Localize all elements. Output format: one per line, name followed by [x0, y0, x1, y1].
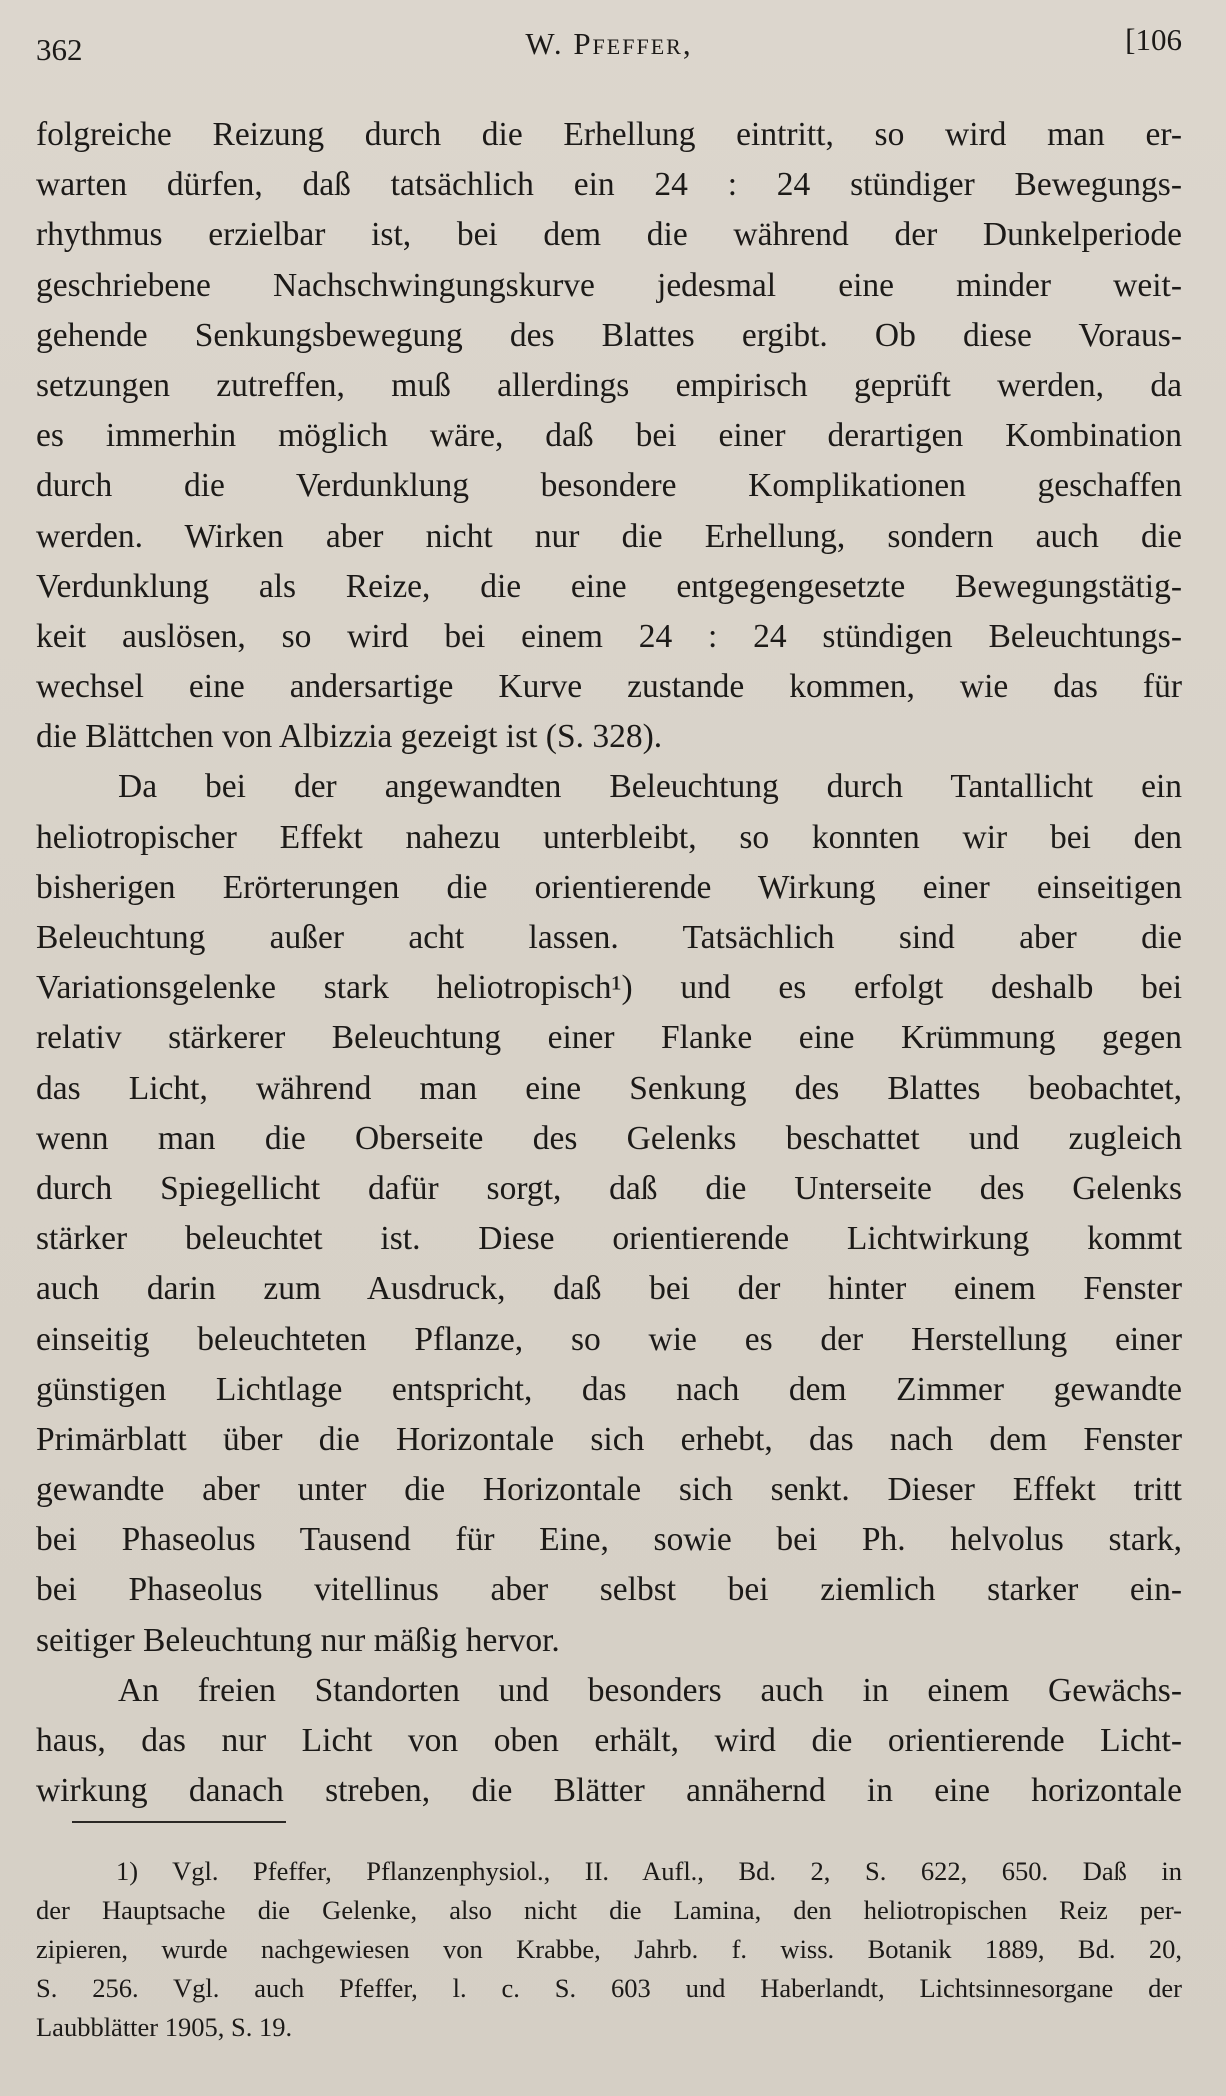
- text-line: Da bei der angewandten Beleuchtung durch Tantallicht ein: [118, 768, 1182, 806]
- text-line: die Blättchen von Albizzia gezeigt ist (S. 328).: [36, 718, 663, 756]
- text-line: relativ stärkerer Beleuchtung einer Flanke eine Krümmung gegen: [36, 1019, 1182, 1057]
- text-line: seitiger Beleuchtung nur mäßig hervor.: [36, 1621, 560, 1659]
- text-line: Beleuchtung außer acht lassen. Tatsächlich sind aber die: [36, 919, 1182, 956]
- text-line: rhythmus erzielbar ist, bei dem die während der Dunkelperiode: [36, 216, 1182, 254]
- text-line: bei Phaseolus vitellinus aber selbst bei ziemlich starker ein-: [36, 1571, 1182, 1609]
- text-line: es immerhin möglich wäre, daß bei einer derartigen Kombination: [36, 417, 1182, 455]
- section-reference: [106: [1125, 22, 1182, 57]
- body-text: [36, 110, 1182, 1816]
- footnote-line: Laubblätter 1905, S. 19.: [36, 2012, 293, 2042]
- footnote-divider: [72, 1821, 286, 1823]
- text-line: Variationsgelenke stark heliotropisch¹) und es erfolgt deshalb bei: [36, 969, 1182, 1007]
- text-line: gewandte aber unter die Horizontale sich senkt. Dieser Effekt tritt: [36, 1471, 1182, 1509]
- text-line: Primärblatt über die Horizontale sich erhebt, das nach dem Fenster: [36, 1420, 1182, 1458]
- footnote-line: 1) Vgl. Pfeffer, Pflanzenphysiol., II. Aufl., Bd. 2, S. 622, 650. Daß in: [116, 1856, 1182, 1886]
- text-line: Verdunklung als Reize, die eine entgegengesetzte Bewegungstätig-: [36, 567, 1182, 605]
- text-line: wirkung danach streben, die Blätter annähernd in eine horizontale: [36, 1772, 1182, 1810]
- text-line: wenn man die Oberseite des Gelenks beschattet und zugleich: [36, 1119, 1182, 1157]
- footnote-line: zipieren, wurde nachgewiesen von Krabbe, Jahrb. f. wiss. Botanik 1889, Bd. 20,: [36, 1934, 1182, 1964]
- footnote-line: S. 256. Vgl. auch Pfeffer, l. c. S. 603 und Haberlandt, Lichtsinnesorgane der: [36, 1973, 1182, 2003]
- footnote-line: der Hauptsache die Gelenke, also nicht die Lamina, den heliotropischen Reiz per-: [36, 1895, 1182, 1925]
- text-line: das Licht, während man eine Senkung des Blattes beobachtet,: [36, 1069, 1182, 1107]
- text-line: werden. Wirken aber nicht nur die Erhellung, sondern auch die: [36, 517, 1182, 555]
- text-line: günstigen Lichtlage entspricht, das nach dem Zimmer gewandte: [36, 1370, 1182, 1408]
- page-header: [36, 22, 1182, 72]
- text-line: durch Spiegellicht dafür sorgt, daß die Unterseite des Gelenks: [36, 1169, 1182, 1207]
- text-line: keit auslösen, so wird bei einem 24 : 24 stündigen Beleuchtungs-: [36, 617, 1182, 655]
- page-number: 362: [36, 32, 83, 67]
- footnote: [36, 1852, 1182, 2047]
- running-title: W. Pfeffer,: [525, 26, 693, 61]
- text-line: wechsel eine andersartige Kurve zustande kommen, wie das für: [36, 668, 1182, 706]
- text-line: einseitig beleuchteten Pflanze, so wie es der Herstellung einer: [36, 1320, 1182, 1358]
- text-line: stärker beleuchtet ist. Diese orientierende Lichtwirkung kommt: [36, 1220, 1182, 1258]
- text-line: auch darin zum Ausdruck, daß bei der hinter einem Fenster: [36, 1270, 1182, 1308]
- text-line: An freien Standorten und besonders auch in einem Gewächs-: [118, 1671, 1182, 1709]
- text-line: durch die Verdunklung besondere Komplikationen geschaffen: [36, 467, 1182, 505]
- text-line: setzungen zutreffen, muß allerdings empirisch geprüft werden, da: [36, 366, 1182, 404]
- text-line: folgreiche Reizung durch die Erhellung eintritt, so wird man er-: [36, 116, 1182, 153]
- text-line: bei Phaseolus Tausend für Eine, sowie bei Ph. helvolus stark,: [36, 1521, 1182, 1559]
- text-line: haus, das nur Licht von oben erhält, wird die orientierende Licht-: [36, 1722, 1182, 1759]
- text-line: warten dürfen, daß tatsächlich ein 24 : 24 stündiger Bewegungs-: [36, 166, 1182, 204]
- text-line: gehende Senkungsbewegung des Blattes ergibt. Ob diese Voraus-: [36, 316, 1182, 354]
- text-line: heliotropischer Effekt nahezu unterbleibt, so konnten wir bei den: [36, 818, 1182, 856]
- text-line: bisherigen Erörterungen die orientierende Wirkung einer einseitigen: [36, 868, 1182, 906]
- text-line: geschriebene Nachschwingungskurve jedesmal eine minder weit-: [36, 266, 1182, 304]
